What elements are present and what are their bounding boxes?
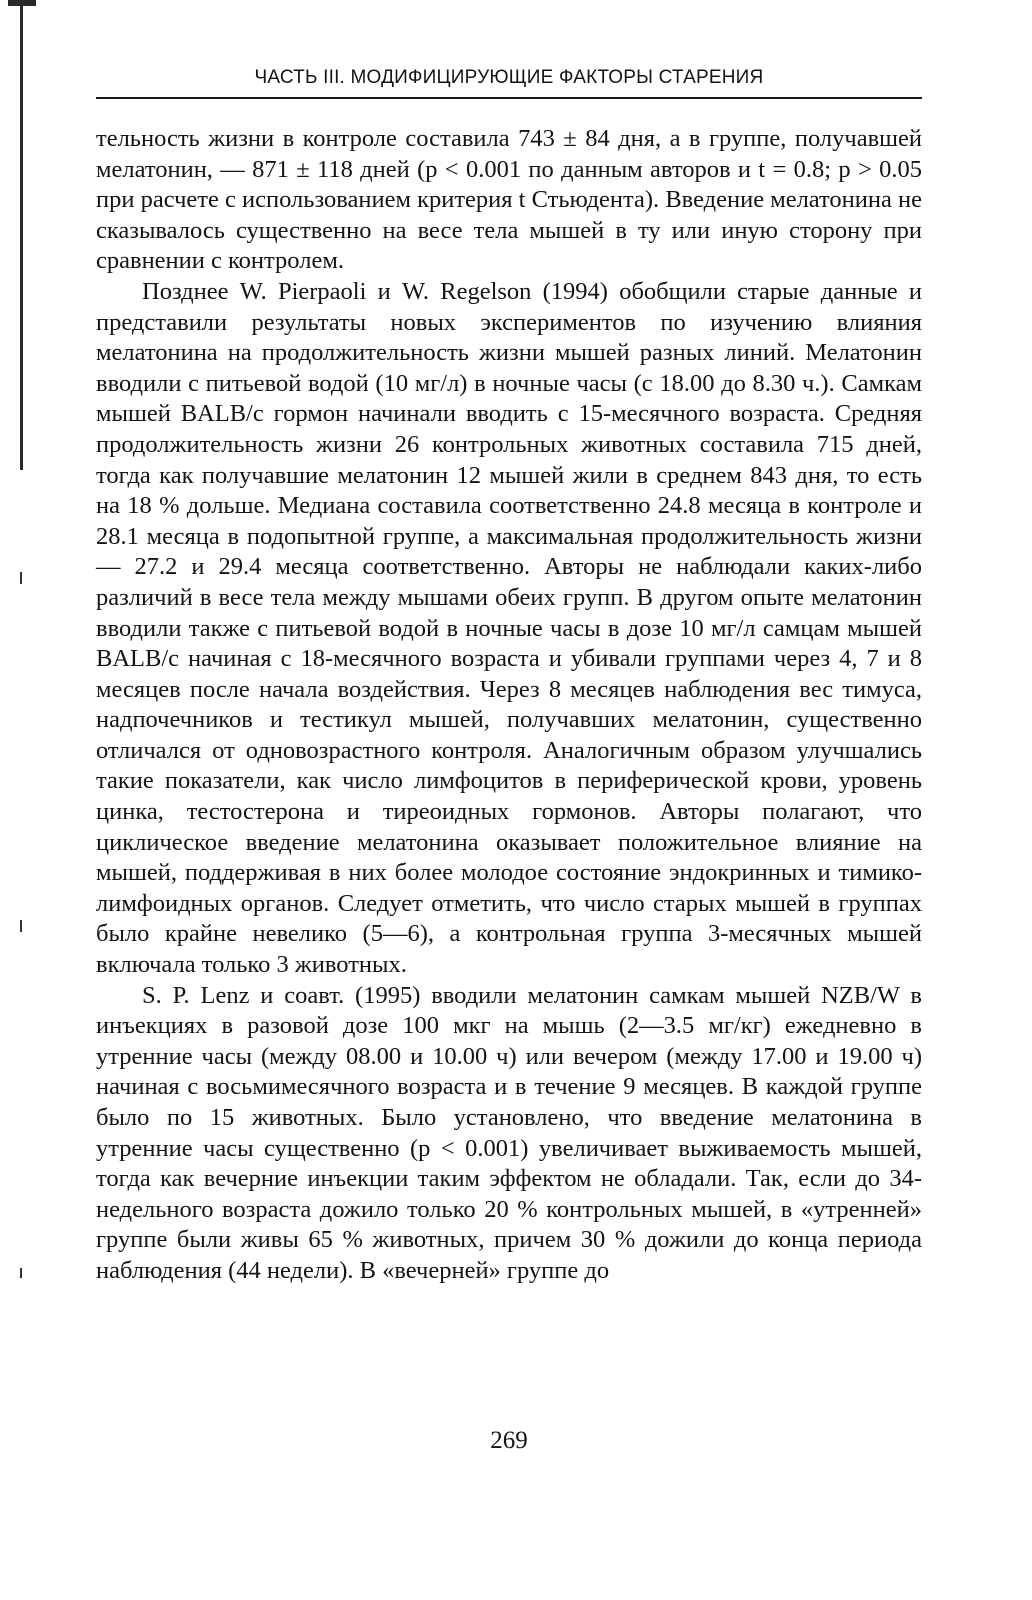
- paragraph: тельность жизни в контроле составила 743 ± 84 дня, а в группе, получавшей мелатонин, — 871 ± 118 дней (p < 0.001 по данным авторов и t = 0.8; p > 0.05 при расчете с использованием критерия t Стьюдента). Введение мелатонина не сказывалось существенно на весе тела мышей в ту или иную сторону при сравнении с контролем.: [96, 125, 922, 275]
- binding-edge: [20, 0, 23, 470]
- paragraph: Позднее W. Pierpaoli и W. Regelson (1994) обобщили старые данные и представили результаты новых экспериментов по изучению влияния мелатонина на продолжительность жизни мышей разных линий. Мелатонин вводили с питьевой водой (10 мг/л) в ночные часы (с 18.00 до 8.30 ч.). Самкам мышей BALB/c гормон начинали вводить с 15-месячного возраста. Средняя продолжительность жизни 26 контрольных животных составила 715 дней, тогда как получавшие мелатонин 12 мышей жили в среднем 843 дня, то есть на 18 % дольше. Медиана составила соответственно 24.8 месяца в контроле и 28.1 месяца в подопытной группе, а максимальная продолжительность жизни — 27.2 и 29.4 месяца соответственно. Авторы не наблюдали каких-либо различий в весе тела между мышами обеих групп. В другом опыте мелатонин вводили также с питьевой водой в ночные часы в дозе 10 мг/л самцам мышей BALB/c начиная с 18-месячного возраста и убивали группами через 4, 7 и 8 месяцев после начала воздействия. Через 8 месяцев наблюдения вес тимуса, надпочечников и тестикул мышей, получавших мелатонин, существенно отличался от одновозрастного контроля. Аналогичным образом улучшались такие показатели, как число лимфоцитов в периферической крови, уровень цинка, тестостерона и тиреоидных гормонов. Авторы полагают, что циклическое введение мелатонина оказывает положительное влияние на мышей, поддерживая в них более молодое состояние эндокринных и тимико-лимфоидных органов. Следует отметить, что число старых мышей в группах было крайне невелико (5—6), а контрольная группа 3-месячных мышей включала только 3 животных.: [96, 277, 922, 979]
- page-number: 269: [490, 1427, 528, 1454]
- scan-mark: [20, 920, 22, 932]
- scan-mark: [20, 572, 22, 584]
- running-head: ЧАСТЬ III. МОДИФИЦИРУЮЩИЕ ФАКТОРЫ СТАРЕНИЯ: [254, 67, 764, 88]
- body-text: [96, 124, 922, 1287]
- header-rule: [96, 97, 922, 99]
- paragraph: S. P. Lenz и соавт. (1995) вводили мелатонин самкам мышей NZB/W в инъекциях в разовой дозе 100 мкг на мышь (2—3.5 мг/кг) ежедневно в утренние часы (между 08.00 и 10.00 ч) или вечером (между 17.00 и 19.00 ч) начиная с восьмимесячного возраста и в течение 9 месяцев. В каждой группе было по 15 животных. Было установлено, что введение мелатонина в утренние часы существенно (p < 0.001) увеличивает выживаемость мышей, тогда как вечерние инъекции таким эффектом не обладали. Так, если до 34-недельного возраста дожило только 20 % контрольных мышей, в «утренней» группе были живы 65 % животных, причем 30 % дожили до конца периода наблюдения (44 недели). В «вечерней» группе до: [96, 981, 922, 1284]
- scan-mark: [20, 1268, 22, 1278]
